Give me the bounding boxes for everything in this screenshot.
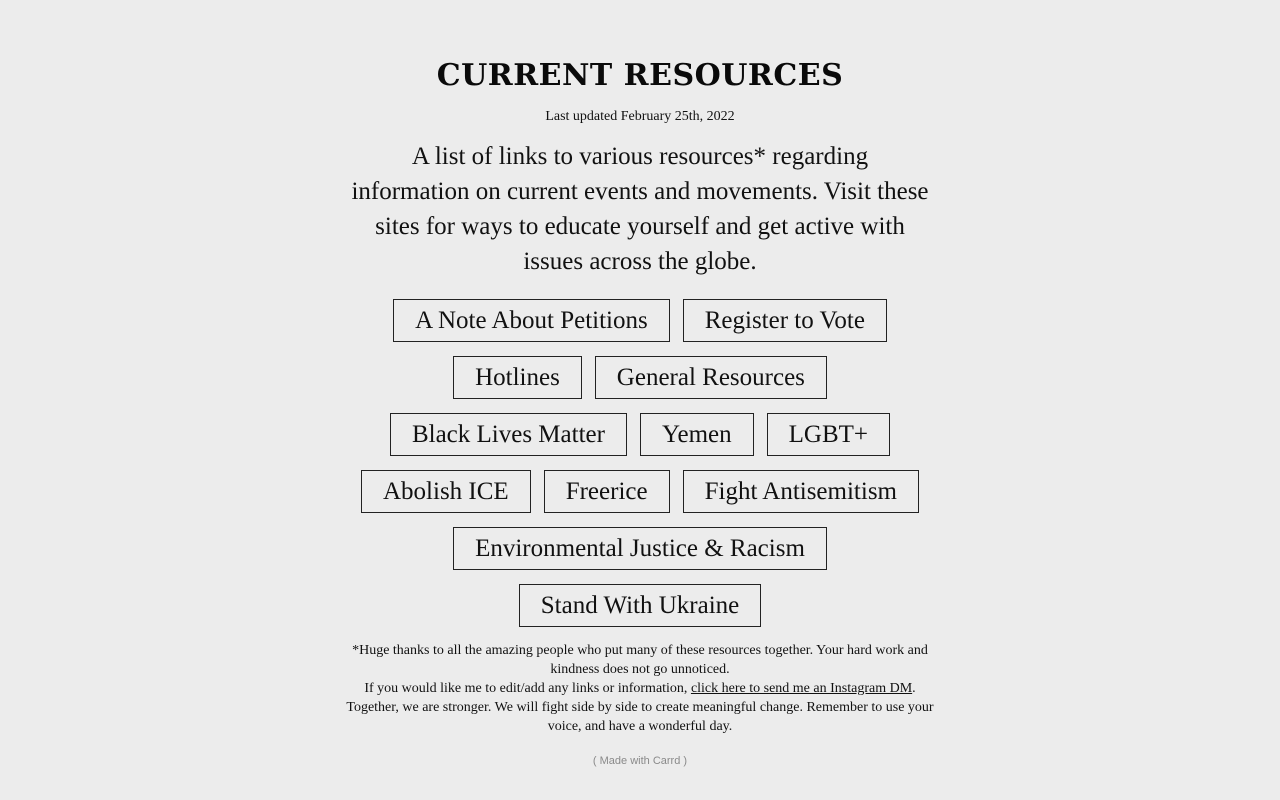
edit-prefix-text: If you would like me to edit/add any links or information, bbox=[364, 681, 691, 696]
footer-note bbox=[340, 641, 940, 736]
button-row-2 bbox=[0, 356, 1280, 400]
environmental-justice-button[interactable]: Environmental Justice & Racism bbox=[453, 527, 827, 570]
page-title: CURRENT RESOURCES bbox=[436, 58, 844, 93]
fight-antisemitism-button[interactable]: Fight Antisemitism bbox=[683, 470, 919, 513]
stand-with-ukraine-button[interactable]: Stand With Ukraine bbox=[519, 584, 762, 627]
petitions-note-button[interactable]: A Note About Petitions bbox=[393, 299, 670, 342]
intro-paragraph: A list of links to various resources* regarding information on current events and movements. Visit these sites for ways to educate yourself and get active with issues across the globe. bbox=[351, 143, 929, 275]
instagram-dm-link[interactable]: click here to send me an Instagram DM bbox=[690, 681, 913, 696]
button-row-1 bbox=[0, 299, 1280, 343]
hotlines-button[interactable]: Hotlines bbox=[453, 356, 582, 399]
abolish-ice-button[interactable]: Abolish ICE bbox=[361, 470, 531, 513]
button-row-3 bbox=[0, 413, 1280, 457]
button-row-4 bbox=[0, 470, 1280, 514]
main-content bbox=[0, 56, 1280, 768]
freerice-button[interactable]: Freerice bbox=[544, 470, 670, 513]
resource-buttons bbox=[0, 299, 1280, 628]
thanks-text: *Huge thanks to all the amazing people who put many of these resources together. Your hard work and kindness does not go unnoticed. bbox=[352, 643, 928, 677]
yemen-button[interactable]: Yemen bbox=[640, 413, 754, 456]
edit-suffix-text: . bbox=[912, 681, 916, 696]
lgbt-button[interactable]: LGBT+ bbox=[767, 413, 890, 456]
made-with-carrd-link[interactable]: ( Made with Carrd ) bbox=[592, 755, 688, 767]
closing-text: Together, we are stronger. We will fight side by side to create meaningful change. Remember to use your voice, and have a wonderful day. bbox=[346, 700, 934, 734]
button-row-5 bbox=[0, 527, 1280, 571]
general-resources-button[interactable]: General Resources bbox=[595, 356, 827, 399]
register-to-vote-button[interactable]: Register to Vote bbox=[683, 299, 887, 342]
black-lives-matter-button[interactable]: Black Lives Matter bbox=[390, 413, 627, 456]
carrd-credit bbox=[0, 754, 1280, 768]
button-row-6 bbox=[0, 584, 1280, 628]
last-updated-text: Last updated February 25th, 2022 bbox=[545, 109, 735, 124]
